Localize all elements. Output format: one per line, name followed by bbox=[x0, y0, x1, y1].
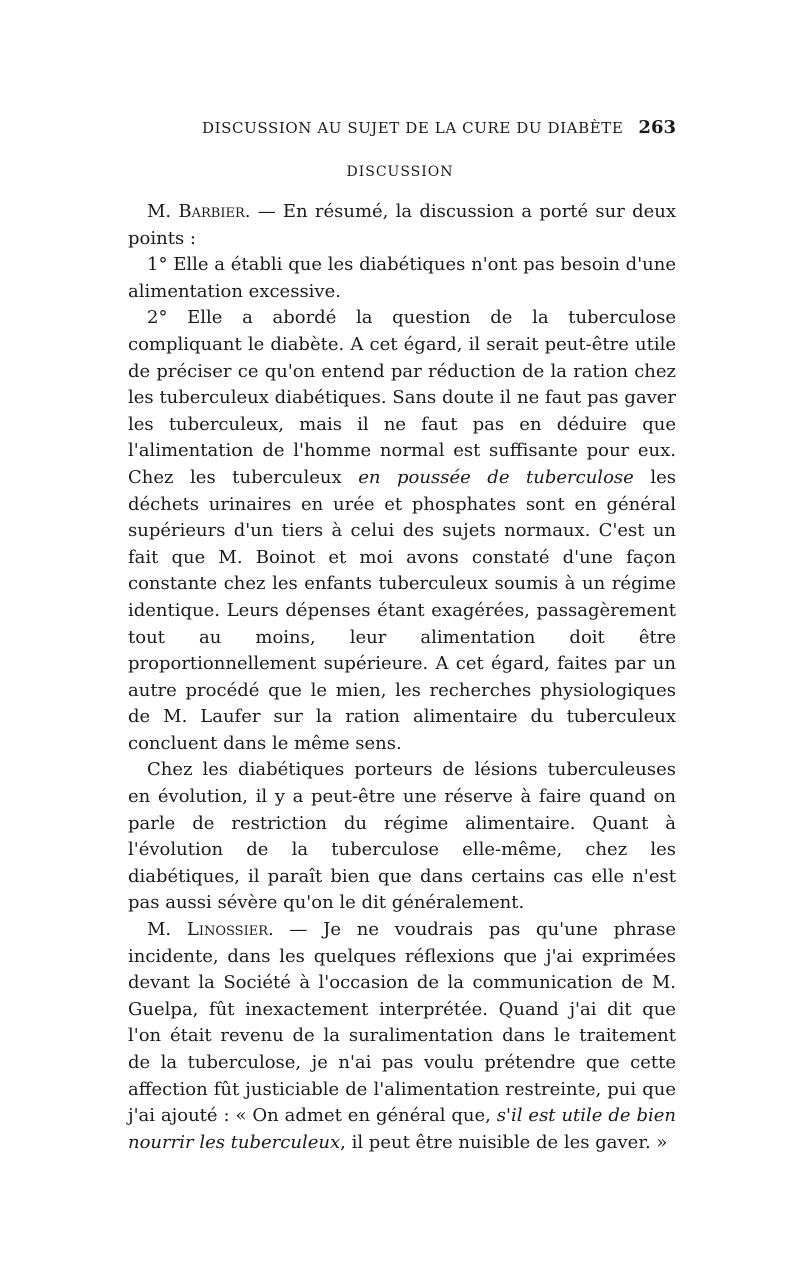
paragraph-text: Chez les diabétiques porteurs de lésions tuberculeuses en évolution, il y a peut-être une réserve à faire quand on parle de restriction du régime alimentaire. Quant à l'évolution de la tuberculose elle-même, chez les diabétiques, il paraît bien que dans certains cas elle n'est pas aussi sévère qu'on le dit généralement. bbox=[128, 759, 676, 914]
speaker-prefix: M. bbox=[147, 919, 187, 941]
paragraph-diabetics-lesions bbox=[128, 757, 676, 917]
paragraph-text: 2° Elle a abordé la question de la tuberculose compliquant le diabète. A cet égard, il serait peut-être utile de préciser ce qu'on entend par réduction de la ration chez les tuberculeux diabétiques. Sans doute il ne faut pas gaver les tuberculeux, mais il ne faut pas en déduire que l'alimentation de l'homme normal est suffisante pour eux. Chez les tuberculeux bbox=[128, 307, 676, 488]
paragraph-text: . — En résumé, la discussion a porté sur deux points : bbox=[128, 201, 676, 249]
italic-phrase: en poussée de tuberculose bbox=[358, 466, 634, 488]
section-title: DISCUSSION bbox=[346, 164, 454, 180]
paragraph-point-one bbox=[128, 252, 676, 305]
running-head bbox=[130, 114, 676, 142]
paragraph-text: , il peut être nuisible de les gaver. » bbox=[340, 1131, 668, 1153]
paragraph-text: les déchets urinaires en urée et phosphates sont en général supérieurs d'un tiers à celui des sujets normaux. C'est un fait que M. Boinot et moi avons constaté d'une façon constante chez les enfants tuberculeux soumis à un régime identique. Leurs dépenses étant exagérées, passagèrement tout au moins, leur alimentation doit être proportionnellement supérieure. A cet égard, faites par un autre procédé que le mien, les recherches physiologiques de M. Laufer sur la ration alimentaire du tuberculeux concluent dans le même sens. bbox=[128, 466, 676, 754]
page-number: 263 bbox=[638, 117, 676, 138]
paragraph-text: 1° Elle a établi que les diabétiques n'ont pas besoin d'une alimentation excessive. bbox=[128, 254, 676, 302]
paragraph-barbier-intro bbox=[128, 199, 676, 252]
body-text bbox=[128, 199, 676, 1156]
paragraph-point-two bbox=[128, 305, 676, 757]
speaker-prefix: M. bbox=[147, 201, 179, 222]
speaker-name: Barbier bbox=[178, 201, 245, 222]
running-title: DISCUSSION AU SUJET DE LA CURE DU DIABÈTE bbox=[202, 119, 624, 137]
paragraph-linossier bbox=[128, 917, 676, 1156]
speaker-name: Linossier bbox=[186, 919, 268, 941]
italic-quote: s'il est utile de bien nourrir les tuberculeux bbox=[128, 1105, 676, 1153]
paragraph-text: . — Je ne voudrais pas qu'une phrase incidente, dans les quelques réflexions que j'ai exprimées devant la Société à l'occasion de la communication de M. Guelpa, fût inexactement interprétée. Quand j'ai dit que l'on était revenu de la suralimentation dans le traitement de la tuberculose, je n'ai pas voulu prétendre que cette affection fût justiciable de l'alimentation restreinte, pui que j'ai ajouté : « On admet en général que, bbox=[128, 919, 677, 1127]
